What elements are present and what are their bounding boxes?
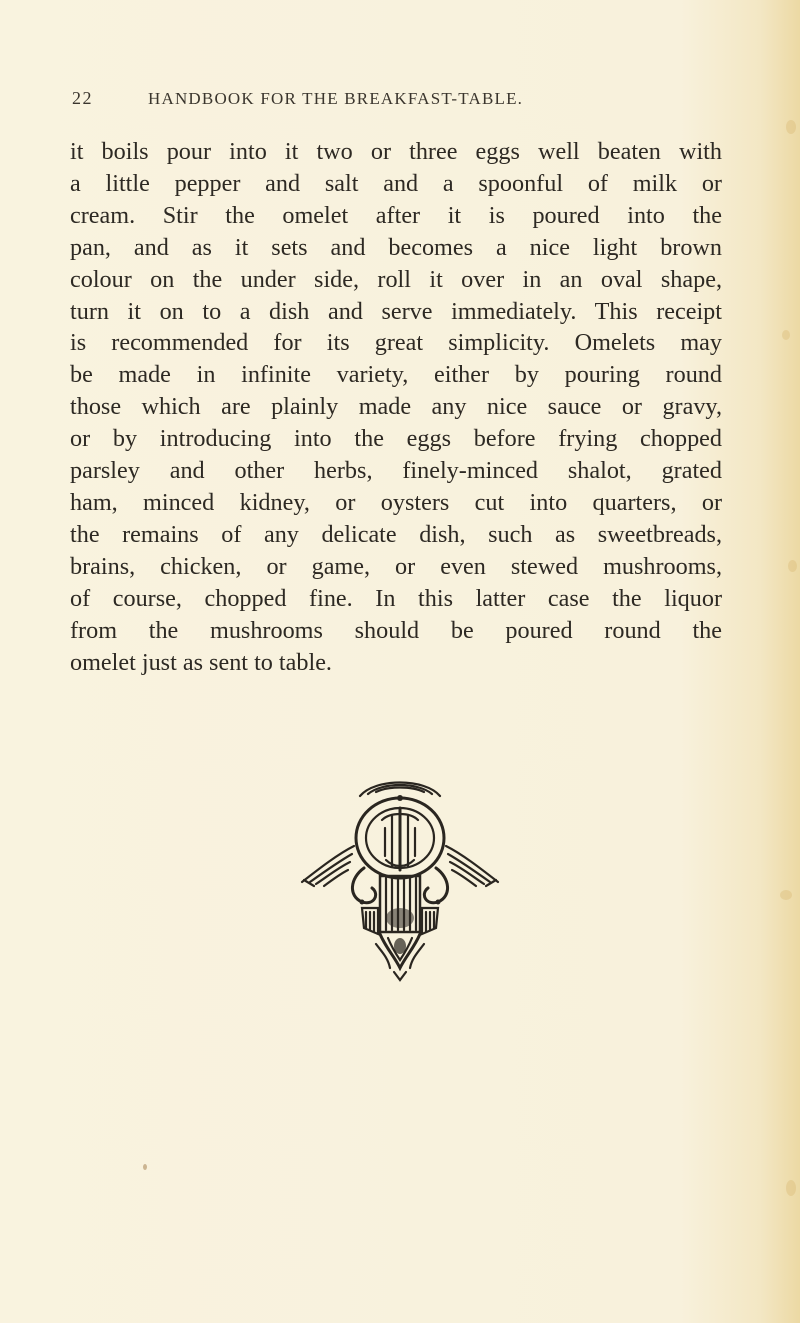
text-line: omelet just as sent to table.	[70, 648, 332, 676]
running-title: HANDBOOK FOR THE BREAKFAST-TABLE.	[148, 89, 524, 108]
text-line: it boils pour into it two or three eggs well beaten with	[70, 138, 722, 165]
text-line: from the mushrooms should be poured round the	[70, 616, 722, 644]
paper-stain	[786, 120, 796, 134]
running-head	[72, 88, 712, 109]
text-line: ham, minced kidney, or oysters cut into quarters, or	[70, 488, 722, 516]
text-line: a little pepper and salt and a spoonful of milk or	[70, 169, 722, 197]
paper-stain	[143, 1164, 147, 1170]
paper-stain	[780, 890, 792, 900]
text-line: be made in infinite variety, either by pouring round	[70, 361, 722, 389]
text-line: those which are plainly made any nice sauce or gravy,	[70, 393, 722, 421]
paper-stain	[786, 1180, 796, 1196]
text-line: cream. Stir the omelet after it is poured into the	[70, 201, 722, 229]
tailpiece-ornament-icon	[290, 768, 510, 984]
paper-stain	[782, 330, 790, 340]
text-line: pan, and as it sets and becomes a nice light brown	[70, 233, 722, 261]
text-line: brains, chicken, or game, or even stewed mushrooms,	[70, 552, 722, 580]
page-number: 22	[72, 88, 93, 108]
text-line: is recommended for its great simplicity. Omelets may	[70, 329, 722, 357]
text-line: colour on the under side, roll it over in an oval shape,	[70, 265, 722, 293]
paper-stain	[788, 560, 797, 572]
text-line: of course, chopped fine. In this latter case the liquor	[70, 584, 722, 612]
body-paragraph	[70, 136, 722, 678]
text-line: or by introducing into the eggs before frying chopped	[70, 425, 722, 453]
text-line: turn it on to a dish and serve immediately. This receipt	[70, 297, 722, 325]
text-line: parsley and other herbs, finely-minced shalot, grated	[70, 457, 722, 485]
text-line: the remains of any delicate dish, such as sweetbreads,	[70, 520, 722, 548]
